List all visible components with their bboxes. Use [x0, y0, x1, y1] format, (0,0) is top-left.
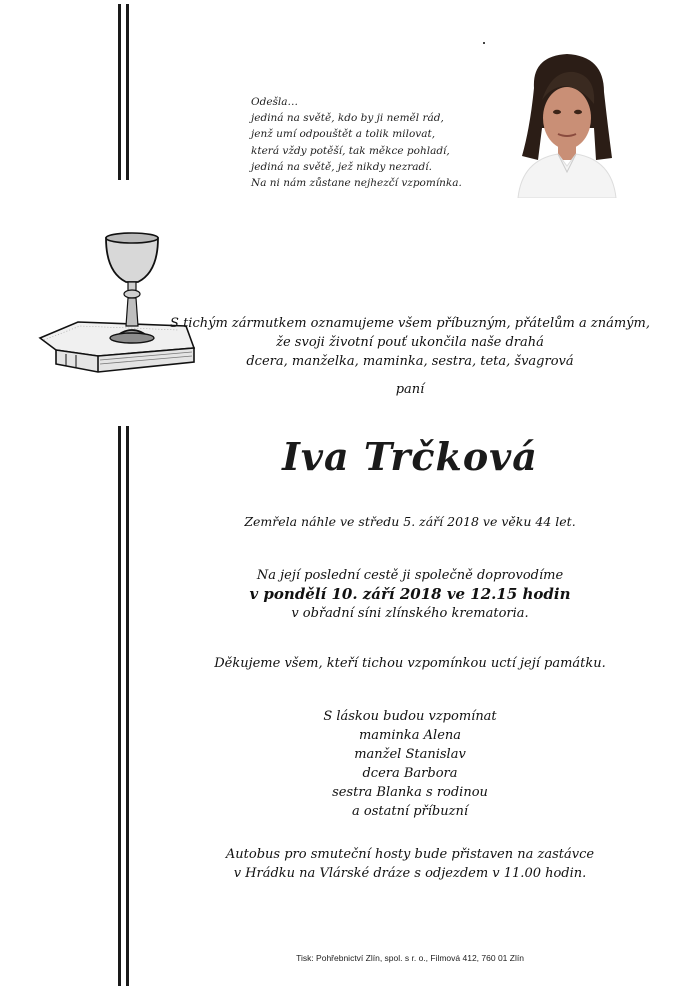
- title-word: paní: [395, 382, 425, 397]
- funeral-place: v obřadní síni zlínského krematoria.: [291, 606, 529, 621]
- death-notice: Zemřela náhle ve středu 5. září 2018 ve věku 44 let.: [244, 514, 576, 529]
- intro-announcement: [160, 314, 660, 371]
- mourners-line: manžel Stanislav: [354, 747, 466, 762]
- poem-line: Na ni nám zůstane nejhezčí vzpomínka.: [251, 177, 462, 190]
- mourners-line: S láskou budou vzpomínat: [323, 709, 497, 724]
- bus-line: Autobus pro smuteční hosty bude přistaven na zastávce: [225, 847, 595, 862]
- mourners-line: sestra Blanka s rodinou: [332, 785, 488, 800]
- funeral-line: Na její poslední cestě ji společně doprovodíme: [256, 568, 564, 583]
- mourners-line: dcera Barbora: [362, 766, 458, 781]
- mourners-list: [160, 707, 660, 821]
- portrait-photo: [512, 48, 622, 198]
- intro-line: S tichým zármutkem oznamujeme všem příbuzným, přátelům a známým,: [170, 316, 650, 331]
- mourning-line-top-right: [126, 4, 129, 180]
- thanks-text: Děkujeme všem, kteří tichou vzpomínkou uctí její památku.: [214, 656, 606, 671]
- mourning-line-top-left: [118, 4, 121, 180]
- printer-imprint: Tisk: Pohřebnictví Zlín, spol. s r. o., Filmová 412, 760 01 Zlín: [296, 953, 524, 963]
- poem-line: která vždy potěší, tak měkce pohladí,: [251, 144, 450, 157]
- speck: [483, 42, 485, 44]
- mourning-line-bottom-right: [126, 426, 129, 986]
- poem-line: Odešla…: [251, 96, 299, 108]
- deceased-name: Iva Trčková: [282, 434, 538, 479]
- mourners-line: maminka Alena: [358, 728, 462, 743]
- poem-line: jediná na světě, kdo by ji neměl rád,: [251, 112, 444, 125]
- intro-line: že svoji životní pouť ukončila naše drahá: [276, 335, 544, 350]
- bus-line: v Hrádku na Vlárské dráze s odjezdem v 11.00 hodin.: [233, 866, 587, 881]
- funeral-datetime: v pondělí 10. září 2018 ve 12.15 hodin: [249, 585, 571, 603]
- bus-notice: [160, 845, 660, 883]
- mourners-line: a ostatní příbuzní: [351, 804, 468, 819]
- poem-line: jediná na světě, jež nikdy nezradí.: [251, 160, 432, 173]
- intro-line: dcera, manželka, maminka, sestra, teta, švagrová: [246, 354, 574, 369]
- mourning-line-bottom-left: [118, 426, 121, 986]
- poem: [251, 94, 491, 191]
- poem-line: jenž umí odpouštět a tolik milovat,: [251, 128, 436, 141]
- funeral-details: [160, 566, 660, 623]
